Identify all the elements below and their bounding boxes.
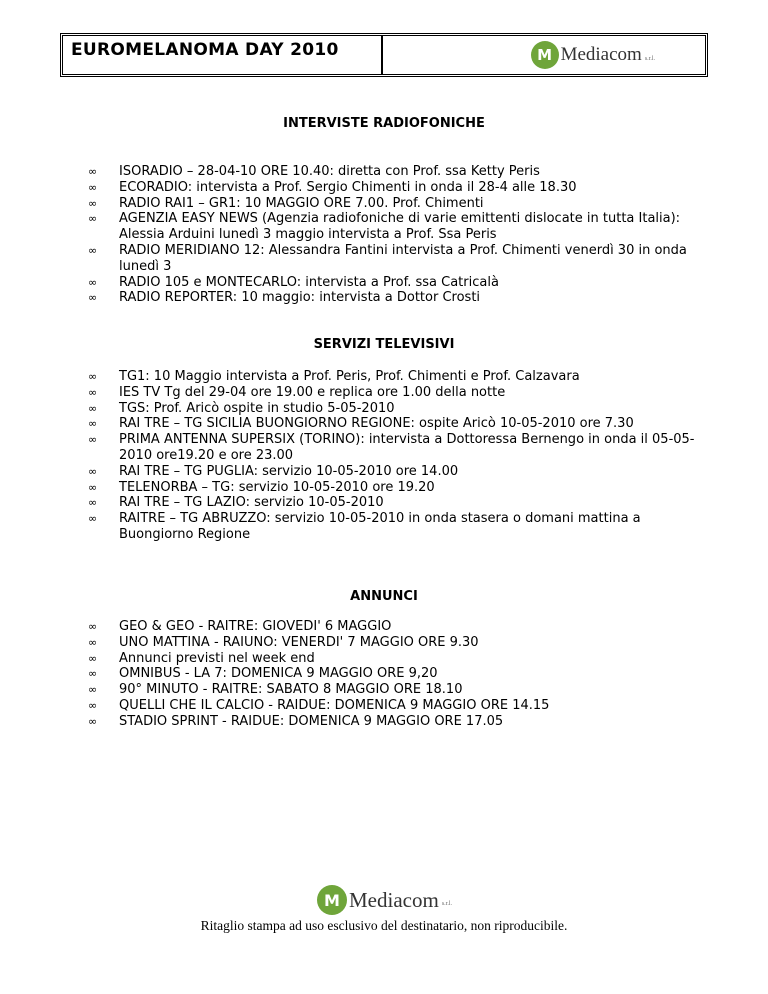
document-header: [60, 33, 708, 77]
list-item: ∞ OMNIBUS - LA 7: DOMENICA 9 MAGGIO ORE 9,20: [88, 666, 438, 682]
radio-interview-list: [88, 164, 698, 306]
bullet-icon: ∞: [88, 620, 98, 633]
section-title-tv: SERVIZI TELEVISIVI: [313, 337, 455, 352]
list-item: ∞ ECORADIO: intervista a Prof. Sergio Chimenti in onda il 28-4 alle 18.30: [88, 179, 577, 195]
mediacom-logo-icon: M: [531, 41, 559, 69]
bullet-icon: ∞: [88, 635, 98, 649]
list-item: ∞ RADIO 105 e MONTECARLO: intervista a Prof. ssa Catricalà: [88, 274, 499, 290]
mediacom-logo-suffix: s.r.l.: [644, 56, 655, 62]
bullet-icon: ∞: [88, 212, 98, 226]
bullet-icon: ∞: [88, 180, 98, 194]
list-item: ∞ ISORADIO – 28-04-10 ORE 10.40: diretta con Prof. ssa Ketty Peris: [88, 164, 540, 179]
announcements-list: [88, 619, 698, 730]
bullet-icon: ∞: [88, 667, 98, 681]
footer-disclaimer: Ritaglio stampa ad uso esclusivo del destinatario, non riproducibile.: [200, 918, 568, 933]
bullet-icon: ∞: [88, 165, 98, 178]
list-item: ∞ TGS: Prof. Aricò ospite in studio 5-05-2010: [88, 400, 395, 416]
bullet-icon: ∞: [88, 512, 98, 526]
mediacom-logo-icon: M: [317, 885, 347, 915]
bullet-icon: ∞: [88, 433, 98, 447]
mediacom-logo-name: Mediacom: [560, 44, 642, 65]
list-item: ∞ PRIMA ANTENNA SUPERSIX (TORINO): intervista a Dottoressa Bernengo in onda il 05-05-2010 ore19.20 e ore 23.00: [88, 432, 695, 463]
section-title-radio: INTERVISTE RADIOFONICHE: [283, 116, 485, 131]
bullet-icon: ∞: [88, 698, 98, 712]
mediacom-logo-suffix: s.r.l.: [441, 901, 452, 907]
list-item: ∞ RAITRE – TG ABRUZZO: servizio 10-05-2010 in onda stasera o domani mattina a Buongiorno Regione: [88, 511, 641, 542]
bullet-icon: ∞: [88, 480, 98, 494]
list-item: ∞ TG1: 10 Maggio intervista a Prof. Peris, Prof. Chimenti e Prof. Calzavara: [88, 369, 580, 384]
tv-services-list: [88, 369, 698, 543]
bullet-icon: ∞: [88, 651, 98, 665]
bullet-icon: ∞: [88, 401, 98, 415]
bullet-icon: ∞: [88, 275, 98, 289]
bullet-icon: ∞: [88, 714, 98, 728]
list-item: ∞ RAI TRE – TG PUGLIA: servizio 10-05-2010 ore 14.00: [88, 463, 459, 479]
list-item: ∞ QUELLI CHE IL CALCIO - RAIDUE: DOMENICA 9 MAGGIO ORE 14.15: [88, 697, 550, 713]
bullet-icon: ∞: [88, 370, 98, 383]
bullet-icon: ∞: [88, 291, 98, 305]
bullet-icon: ∞: [88, 385, 98, 399]
list-item: ∞ RADIO MERIDIANO 12: Alessandra Fantini intervista a Prof. Chimenti venerdì 30 in onda lunedì 3: [88, 242, 687, 274]
list-item: ∞ Annunci previsti nel week end: [88, 650, 315, 666]
bullet-icon: ∞: [88, 496, 98, 510]
list-item: ∞ RADIO REPORTER: 10 maggio: intervista a Dottor Crosti: [88, 290, 481, 306]
mediacom-logo-name: Mediacom: [349, 887, 439, 912]
section-title-announcements: ANNUNCI: [350, 589, 418, 604]
list-item: ∞ AGENZIA EASY NEWS (Agenzia radiofoniche di varie emittenti dislocate in tutta Italia): Alessia Arduini lunedì 3 maggio intervista a Prof. Ssa Peris: [88, 211, 681, 243]
bullet-icon: ∞: [88, 243, 98, 257]
bullet-icon: ∞: [88, 464, 98, 478]
footer-logo: [317, 885, 452, 915]
list-item: ∞ RAI TRE – TG SICILIA BUONGIORNO REGIONE: ospite Aricò 10-05-2010 ore 7.30: [88, 416, 634, 432]
list-item: ∞ TELENORBA – TG: servizio 10-05-2010 ore 19.20: [88, 479, 435, 495]
list-item: ∞ STADIO SPRINT - RAIDUE: DOMENICA 9 MAGGIO ORE 17.05: [88, 713, 504, 729]
mediacom-logo: [531, 41, 655, 69]
bullet-icon: ∞: [88, 196, 98, 210]
list-item: ∞ IES TV Tg del 29-04 ore 19.00 e replica ore 1.00 della notte: [88, 384, 506, 400]
header-logo-cell: [383, 36, 705, 74]
list-item: ∞ GEO & GEO - RAITRE: GIOVEDI' 6 MAGGIO: [88, 619, 392, 634]
bullet-icon: ∞: [88, 683, 98, 697]
list-item: ∞ RADIO RAI1 – GR1: 10 MAGGIO ORE 7.00. Prof. Chimenti: [88, 195, 484, 211]
list-item: ∞ 90° MINUTO - RAITRE: SABATO 8 MAGGIO ORE 18.10: [88, 682, 463, 698]
list-item: ∞ RAI TRE – TG LAZIO: servizio 10-05-2010: [88, 495, 384, 511]
bullet-icon: ∞: [88, 417, 98, 431]
list-item: ∞ UNO MATTINA - RAIUNO: VENERDI' 7 MAGGIO ORE 9.30: [88, 634, 479, 650]
document-title: EUROMELANOMA DAY 2010: [63, 36, 383, 74]
